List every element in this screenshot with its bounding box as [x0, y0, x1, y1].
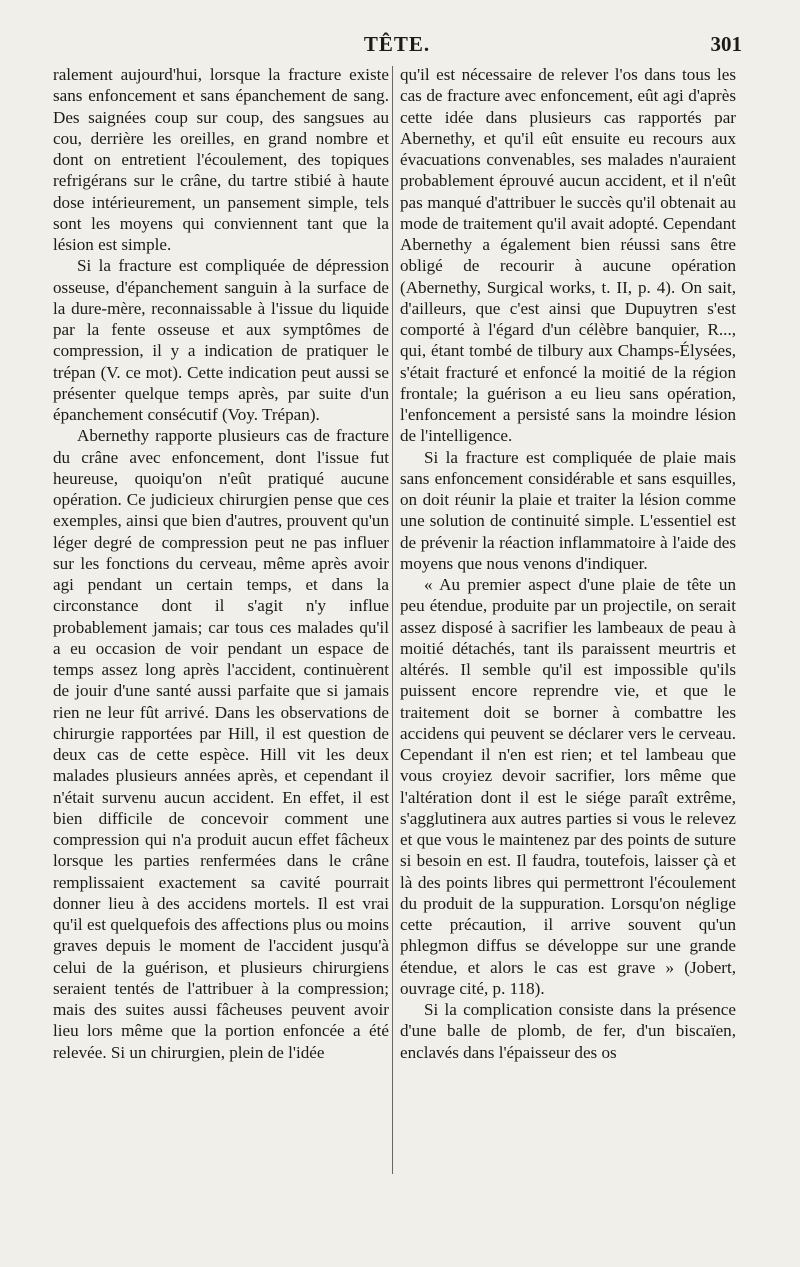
paragraph: qu'il est nécessaire de relever l'os dans tous les cas de fracture avec enfoncement, eût agi d'après cette idée dans plusieurs cas rapportés par Abernethy, et qu'il eût ensuite eu recours aux évacuations convenables, ses malades n'auraient probablement éprouvé aucun accident, et il n'eût pas manqué d'attribuer le succès qu'il obtenait au mode de traitement qu'il avait adopté. Cependant Abernethy a également bien réussi sans être obligé de recourir à aucune opération (Abernethy, Surgical works, t. II, p. 4). On sait, d'ailleurs, que c'est ainsi que Dupuytren s'est comporté à l'égard d'un célèbre banquier, R..., qui, étant tombé de tilbury aux Champs-Élysées, s'était fracturé et enfoncé la moitié de la région frontale; la guérison a eu lieu sans opération, l'enfoncement a persisté sans la moindre lésion de l'intelligence.: [400, 65, 736, 446]
paragraph: ralement aujourd'hui, lorsque la fracture existe sans enfoncement et sans épanchement de sang. Des saignées coup sur coup, des sangsues au cou, derrière les oreilles, en grand nombre et dont on entretient l'écoulement, des topiques refrigérans sur le crâne, du tartre stibié à haute dose intérieurement, un pansement simple, tels sont les moyens qui conviennent tant que la lésion est simple.: [53, 65, 389, 254]
right-column: [400, 64, 736, 1063]
left-column: [53, 64, 389, 1063]
page-title: TÊTE.: [363, 32, 431, 56]
paragraph: « Au premier aspect d'une plaie de tête un peu étendue, produite par un projectile, on serait assez disposé à sacrifier les lambeaux de peau à moitié détachés, tant ils paraissent meurtris et altérés. Il semble qu'il est impossible qu'ils puissent encore reprendre vie, et que le traitement doit se borner à combattre les accidens qui peuvent se déclarer vers le cerveau. Cependant il n'en est rien; et tel lambeau que vous croyiez devoir sacrifier, lors même que l'altération dont il est le siége paraît extrême, s'agglutinera aux autres parties si vous le relevez et que vous le maintenez par des points de suture si besoin en est. Il faudra, toutefois, laisser çà et là des points libres qui permettront l'écoulement du produit de la suppuration. Lorsqu'on néglige cette précaution, il arrive souvent qu'un phlegmon diffus se développe sur une grande étendue, et alors le cas est grave » (Jobert, ouvrage cité, p. 118).: [400, 575, 736, 998]
page-number: 301: [710, 32, 742, 56]
paragraph: Abernethy rapporte plusieurs cas de fracture du crâne avec enfoncement, dont l'issue fut heureuse, quoiqu'on n'eût pratiqué aucune opération. Ce judicieux chirurgien pense que ces exemples, ainsi que bien d'autres, prouvent qu'un léger degré de compression peut ne pas influer sur les fonctions du cerveau, même après avoir agi pendant un certain temps, et dans la circonstance dont il s'agit n'y influe probablement jamais; car tous ces malades qu'il a eu occasion de voir pendant un espace de temps assez long après l'accident, continuèrent de jouir d'une santé aussi parfaite que si jamais rien ne leur fût arrivé. Dans les observations de chirurgie rapportées par Hill, il est question de deux cas de cette espèce. Hill vit les deux malades plusieurs années après, et cependant il n'était survenu aucun accident. En effet, il est bien difficile de concevoir comment une compression qui n'a produit aucun effet fâcheux lorsque les parties renfermées dans le crâne remplissaient exactement sa cavité pourrait donner lieu à des accidens mortels. Il est vrai qu'il est quelquefois des affections plus ou moins graves depuis le moment de l'accident jusqu'à celui de la guérison, et plusieurs chirurgiens seraient tentés de l'attribuer à la compression; mais des suites aussi fâcheuses peuvent avoir lieu lors même que la portion enfoncée a été relevée. Si un chirurgien, plein de l'idée: [53, 426, 389, 1062]
paragraph: Si la fracture est compliquée de dépression osseuse, d'épanchement sanguin à la surface de la dure-mère, reconnaissable à l'issue du liquide par la fente osseuse et aux symptômes de compression, il y a indication de pratiquer le trépan (V. ce mot). Cette indication peut aussi se présenter quelque temps après, par suite d'un épanchement consécutif (Voy. Trépan).: [53, 256, 389, 424]
column-divider: [392, 66, 393, 1174]
running-header: [52, 28, 742, 58]
paragraph: Si la fracture est compliquée de plaie mais sans enfoncement considérable et sans esquilles, on doit réunir la plaie et traiter la lésion comme une solution de continuité simple. L'essentiel est de prévenir la réaction inflammatoire à l'aide des moyens que nous venons d'indiquer.: [400, 447, 736, 573]
paragraph: Si la complication consiste dans la présence d'une balle de plomb, de fer, d'un biscaïen, enclavés dans l'épaisseur des os: [400, 1000, 736, 1062]
